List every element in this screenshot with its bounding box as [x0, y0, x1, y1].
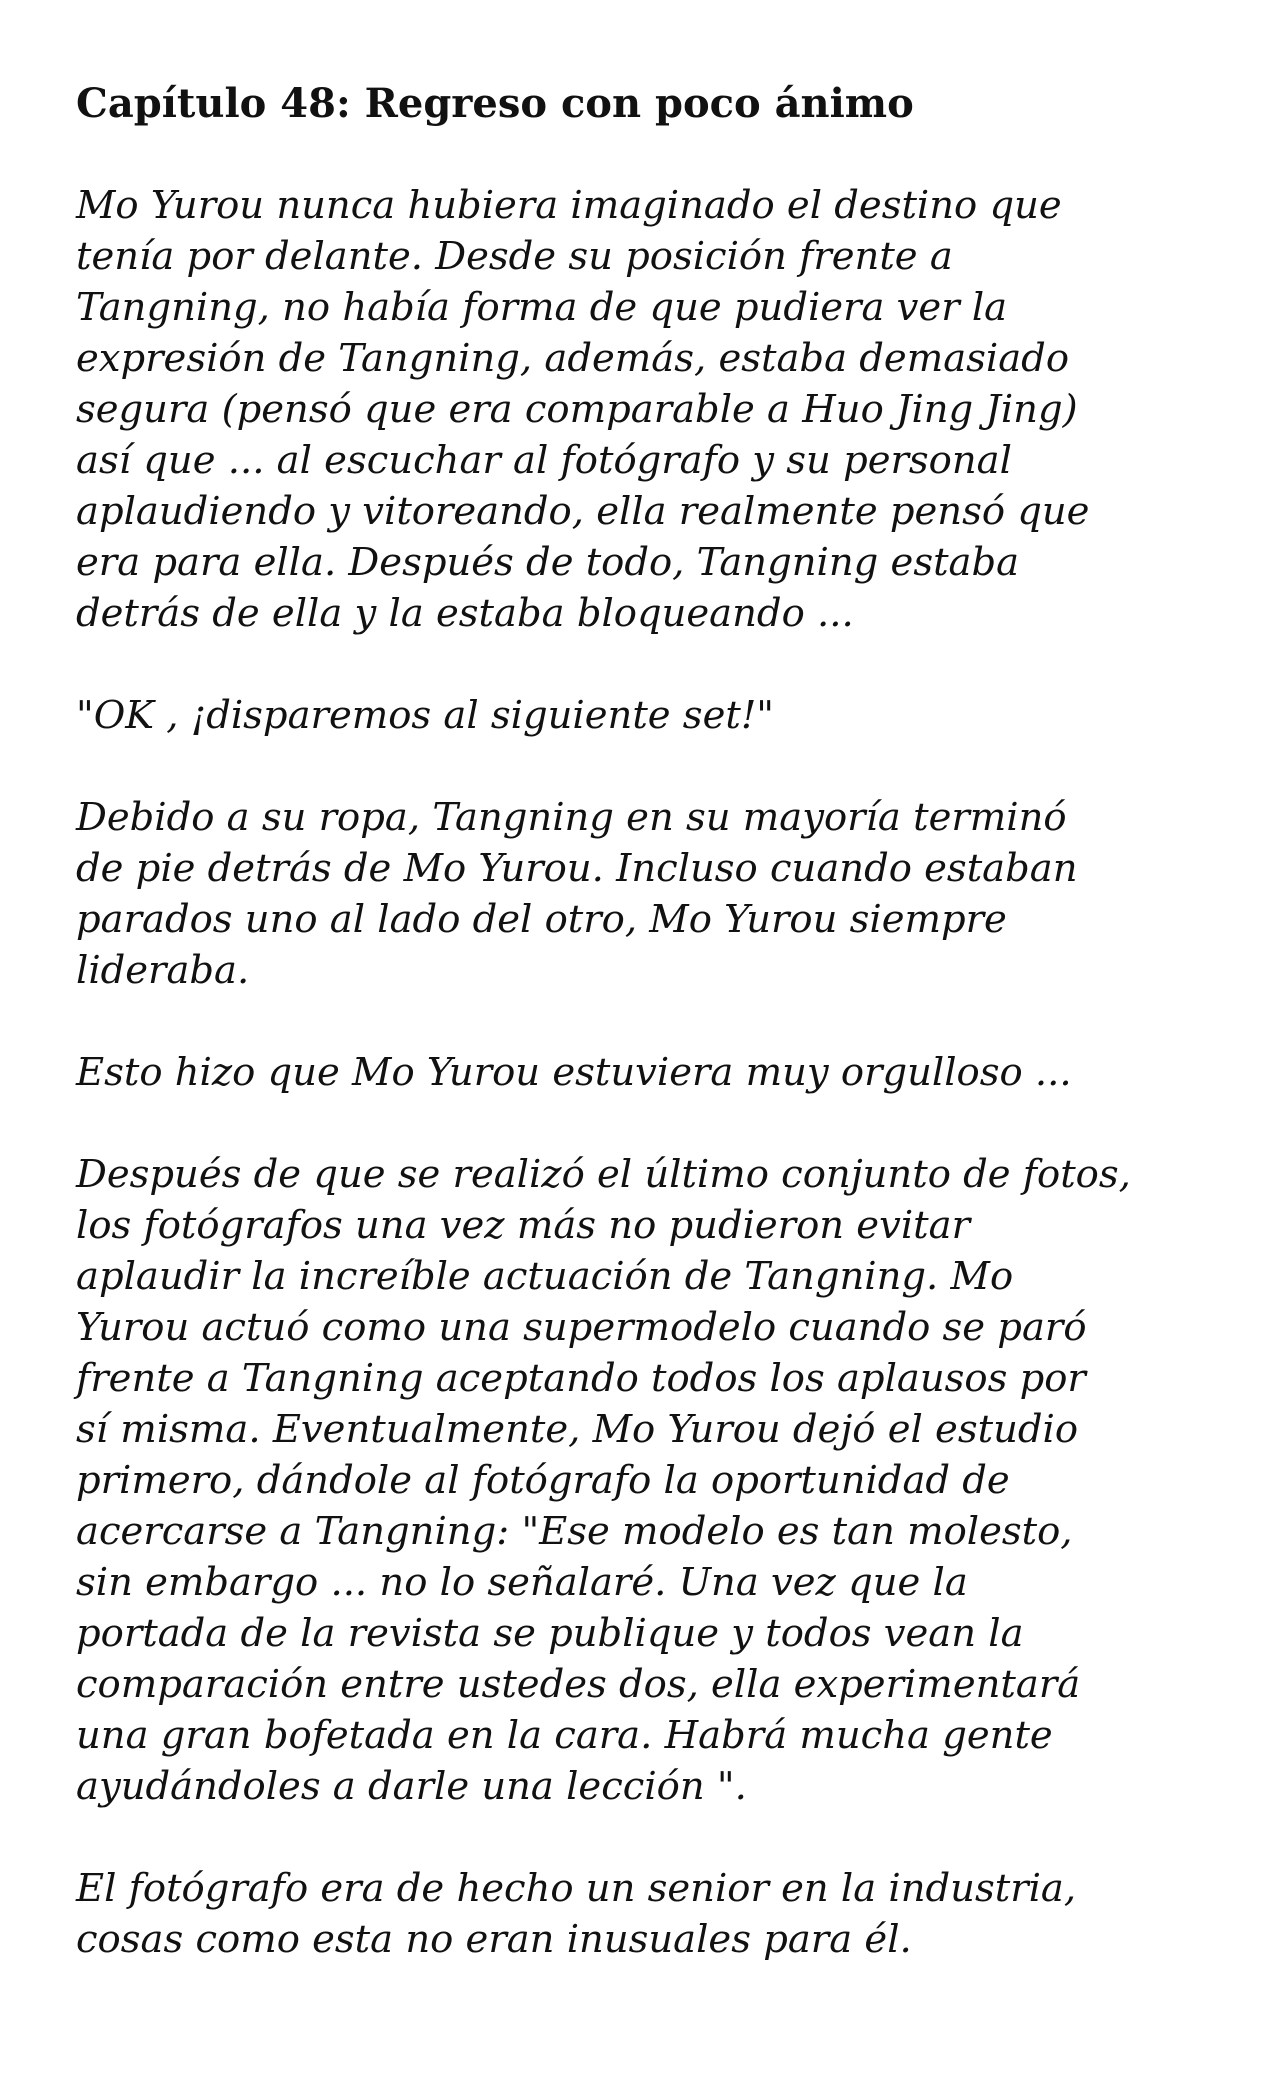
paragraph-3: Debido a su ropa, Tangning en su mayoría terminó de pie detrás de Mo Yurou. Incluso cuando estaban parados uno al lado del otro, Mo Yurou siempre lideraba.	[76, 795, 1078, 993]
paragraph-5: Después de que se realizó el último conjunto de fotos, los fotógrafos una vez más no pudieron evitar aplaudir la increíble actuación de Tangning. Mo Yurou actuó como una supermodelo cuando se paró frente a Tangning aceptando todos los aplausos por sí misma. Eventualmente, Mo Yurou dejó el estudio primero, dándole al fotógrafo la oportunidad de acercarse a Tangning: "Ese modelo es tan molesto, sin embargo ... no lo señalaré. Una vez que la portada de la revista se publique y todos vean la comparación entre ustedes dos, ella experimentará una gran bofetada en la cara. Habrá mucha gente ayudándoles a darle una lección ".	[76, 1152, 1131, 1809]
paragraph-2: "OK , ¡disparemos al siguiente set!"	[76, 693, 775, 738]
paragraph-6: El fotógrafo era de hecho un senior en la industria, cosas como esta no eran inusuales para él.	[76, 1866, 1077, 1962]
chapter-title: Capítulo 48: Regreso con poco ánimo	[76, 80, 914, 127]
paragraph-4: Esto hizo que Mo Yurou estuviera muy orgulloso ...	[76, 1050, 1072, 1095]
paragraph-1: Mo Yurou nunca hubiera imaginado el destino que tenía por delante. Desde su posición frente a Tangning, no había forma de que pudiera ver la expresión de Tangning, además, estaba demasiado segura (pensó que era comparable a Huo Jing Jing) así que ... al escuchar al fotógrafo y su personal aplaudiendo y vitoreando, ella realmente pensó que era para ella. Después de todo, Tangning estaba detrás de ella y la estaba bloqueando ...	[76, 183, 1090, 636]
